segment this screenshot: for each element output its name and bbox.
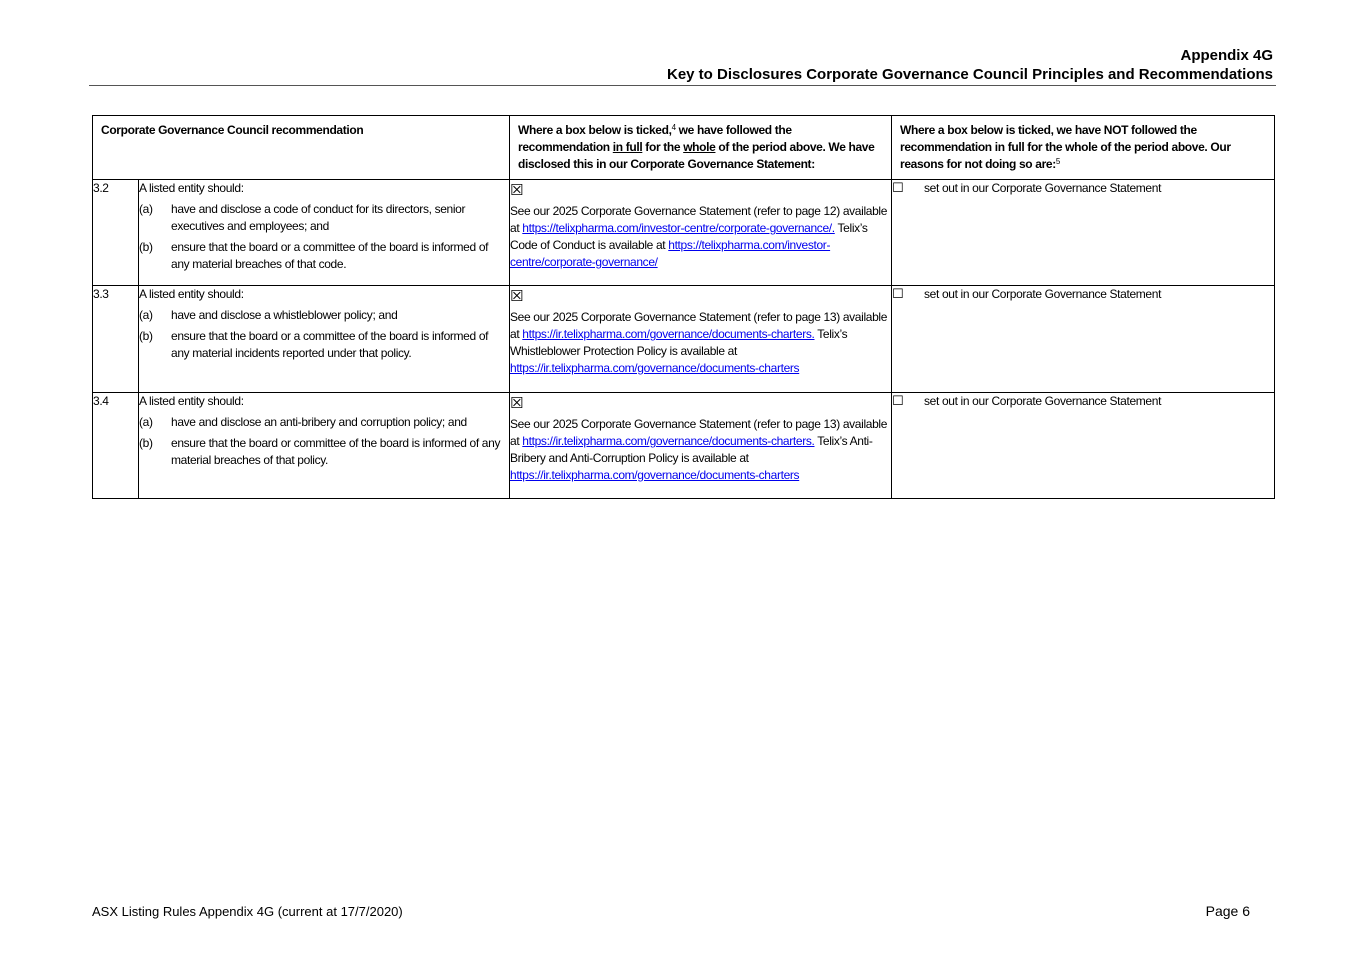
followed-column-header: Where a box below is ticked,$^4$ we have followed the recommendation in full for the whole of the period above. We have disclosed this in our Corporate Governance Statement:	[510, 116, 892, 180]
checked-box-icon[interactable]: ☒	[510, 181, 524, 199]
checked-box-icon[interactable]: ☒	[510, 287, 524, 305]
policy-link[interactable]: https://telixpharma.com/investor-centre/corporate-governance/	[510, 238, 831, 269]
policy-link[interactable]: https://ir.telixpharma.com/governance/documents-charters	[510, 361, 800, 375]
not-followed-cell: ☐ set out in our Corporate Governance Statement	[892, 180, 1275, 286]
recommendation-column-header: Corporate Governance Council recommendation	[93, 116, 510, 180]
recommendation-text: A listed entity should: (a) have and disclose a code of conduct for its directors, senior executives and employees; and (b) ensure that the board or a committee of the board is informed of any material breaches of that code.	[139, 180, 510, 286]
unchecked-box-icon[interactable]: ☐	[892, 181, 904, 196]
followed-cell: ☒ See our 2025 Corporate Governance Statement (refer to page 13) available at https://ir.telixpharma.com/governance/documents-charters. Telix’s Anti-Bribery and Anti-Corruption Policy is available at https://ir.telixpharma.com/governance/documents-charters	[510, 393, 892, 499]
page-number: Page 6	[1205, 903, 1250, 919]
not-followed-cell: ☐ set out in our Corporate Governance Statement	[892, 286, 1275, 393]
document-subtitle: Key to Disclosures Corporate Governance Council Principles and Recommendations	[667, 66, 1273, 83]
table-row	[93, 286, 1275, 393]
recommendation-number: 3.3	[93, 286, 139, 393]
checked-box-icon[interactable]: ☒	[510, 394, 524, 412]
footnote-ref: 4	[671, 123, 676, 132]
cg-statement-link[interactable]: https://ir.telixpharma.com/governance/documents-charters.	[522, 434, 815, 448]
recommendation-number: 3.2	[93, 180, 139, 286]
recommendation-number: 3.4	[93, 393, 139, 499]
recommendations-table	[92, 115, 1275, 499]
footer-source: ASX Listing Rules Appendix 4G (current at 17/7/2020)	[92, 904, 403, 919]
appendix-title: Appendix 4G	[1180, 47, 1273, 64]
list-item: (a) have and disclose a code of conduct for its directors, senior executives and employees; and	[139, 202, 466, 233]
table-row	[93, 180, 1275, 286]
list-item: (b) ensure that the board or committee of the board is informed of any material breaches of that policy.	[139, 436, 501, 467]
unchecked-box-icon[interactable]: ☐	[892, 394, 904, 409]
recommendation-text: A listed entity should: (a) have and disclose an anti-bribery and corruption policy; and (b) ensure that the board or committee of the board is informed of any material breaches of that policy.	[139, 393, 510, 499]
list-item: (a) have and disclose an anti-bribery and corruption policy; and	[139, 415, 467, 429]
page-header	[667, 47, 1273, 84]
unchecked-box-icon[interactable]: ☐	[892, 287, 904, 302]
cg-statement-link[interactable]: https://telixpharma.com/investor-centre/corporate-governance/.	[522, 221, 835, 235]
table-row	[93, 393, 1275, 499]
list-item: (b) ensure that the board or a committee of the board is informed of any material incidents reported under that policy.	[139, 329, 489, 360]
recommendation-text: A listed entity should: (a) have and disclose a whistleblower policy; and (b) ensure that the board or a committee of the board is informed of any material incidents reported under that policy.	[139, 286, 510, 393]
table-header-row	[93, 116, 1275, 180]
policy-link[interactable]: https://ir.telixpharma.com/governance/documents-charters	[510, 468, 800, 482]
list-item: (a) have and disclose a whistleblower policy; and	[139, 308, 398, 322]
cg-statement-link[interactable]: https://ir.telixpharma.com/governance/documents-charters.	[522, 327, 815, 341]
list-item: (b) ensure that the board or a committee of the board is informed of any material breaches of that code.	[139, 240, 489, 271]
footnote-ref: 5	[1055, 157, 1060, 166]
followed-cell: ☒ See our 2025 Corporate Governance Statement (refer to page 12) available at https://telixpharma.com/investor-centre/corporate-governance/. Telix’s Code of Conduct is available at https://telixpharma.com/investor-centre/corporate-governance/	[510, 180, 892, 286]
not-followed-column-header: Where a box below is ticked, we have NOT followed the recommendation in full for the whole of the period above. Our reasons for not doing so are:$^5$	[892, 116, 1275, 180]
not-followed-cell: ☐ set out in our Corporate Governance Statement	[892, 393, 1275, 499]
header-divider	[89, 85, 1276, 86]
followed-cell: ☒ See our 2025 Corporate Governance Statement (refer to page 13) available at https://ir.telixpharma.com/governance/documents-charters. Telix’s Whistleblower Protection Policy is available at https://ir.telixpharma.com/governance/documents-charters	[510, 286, 892, 393]
